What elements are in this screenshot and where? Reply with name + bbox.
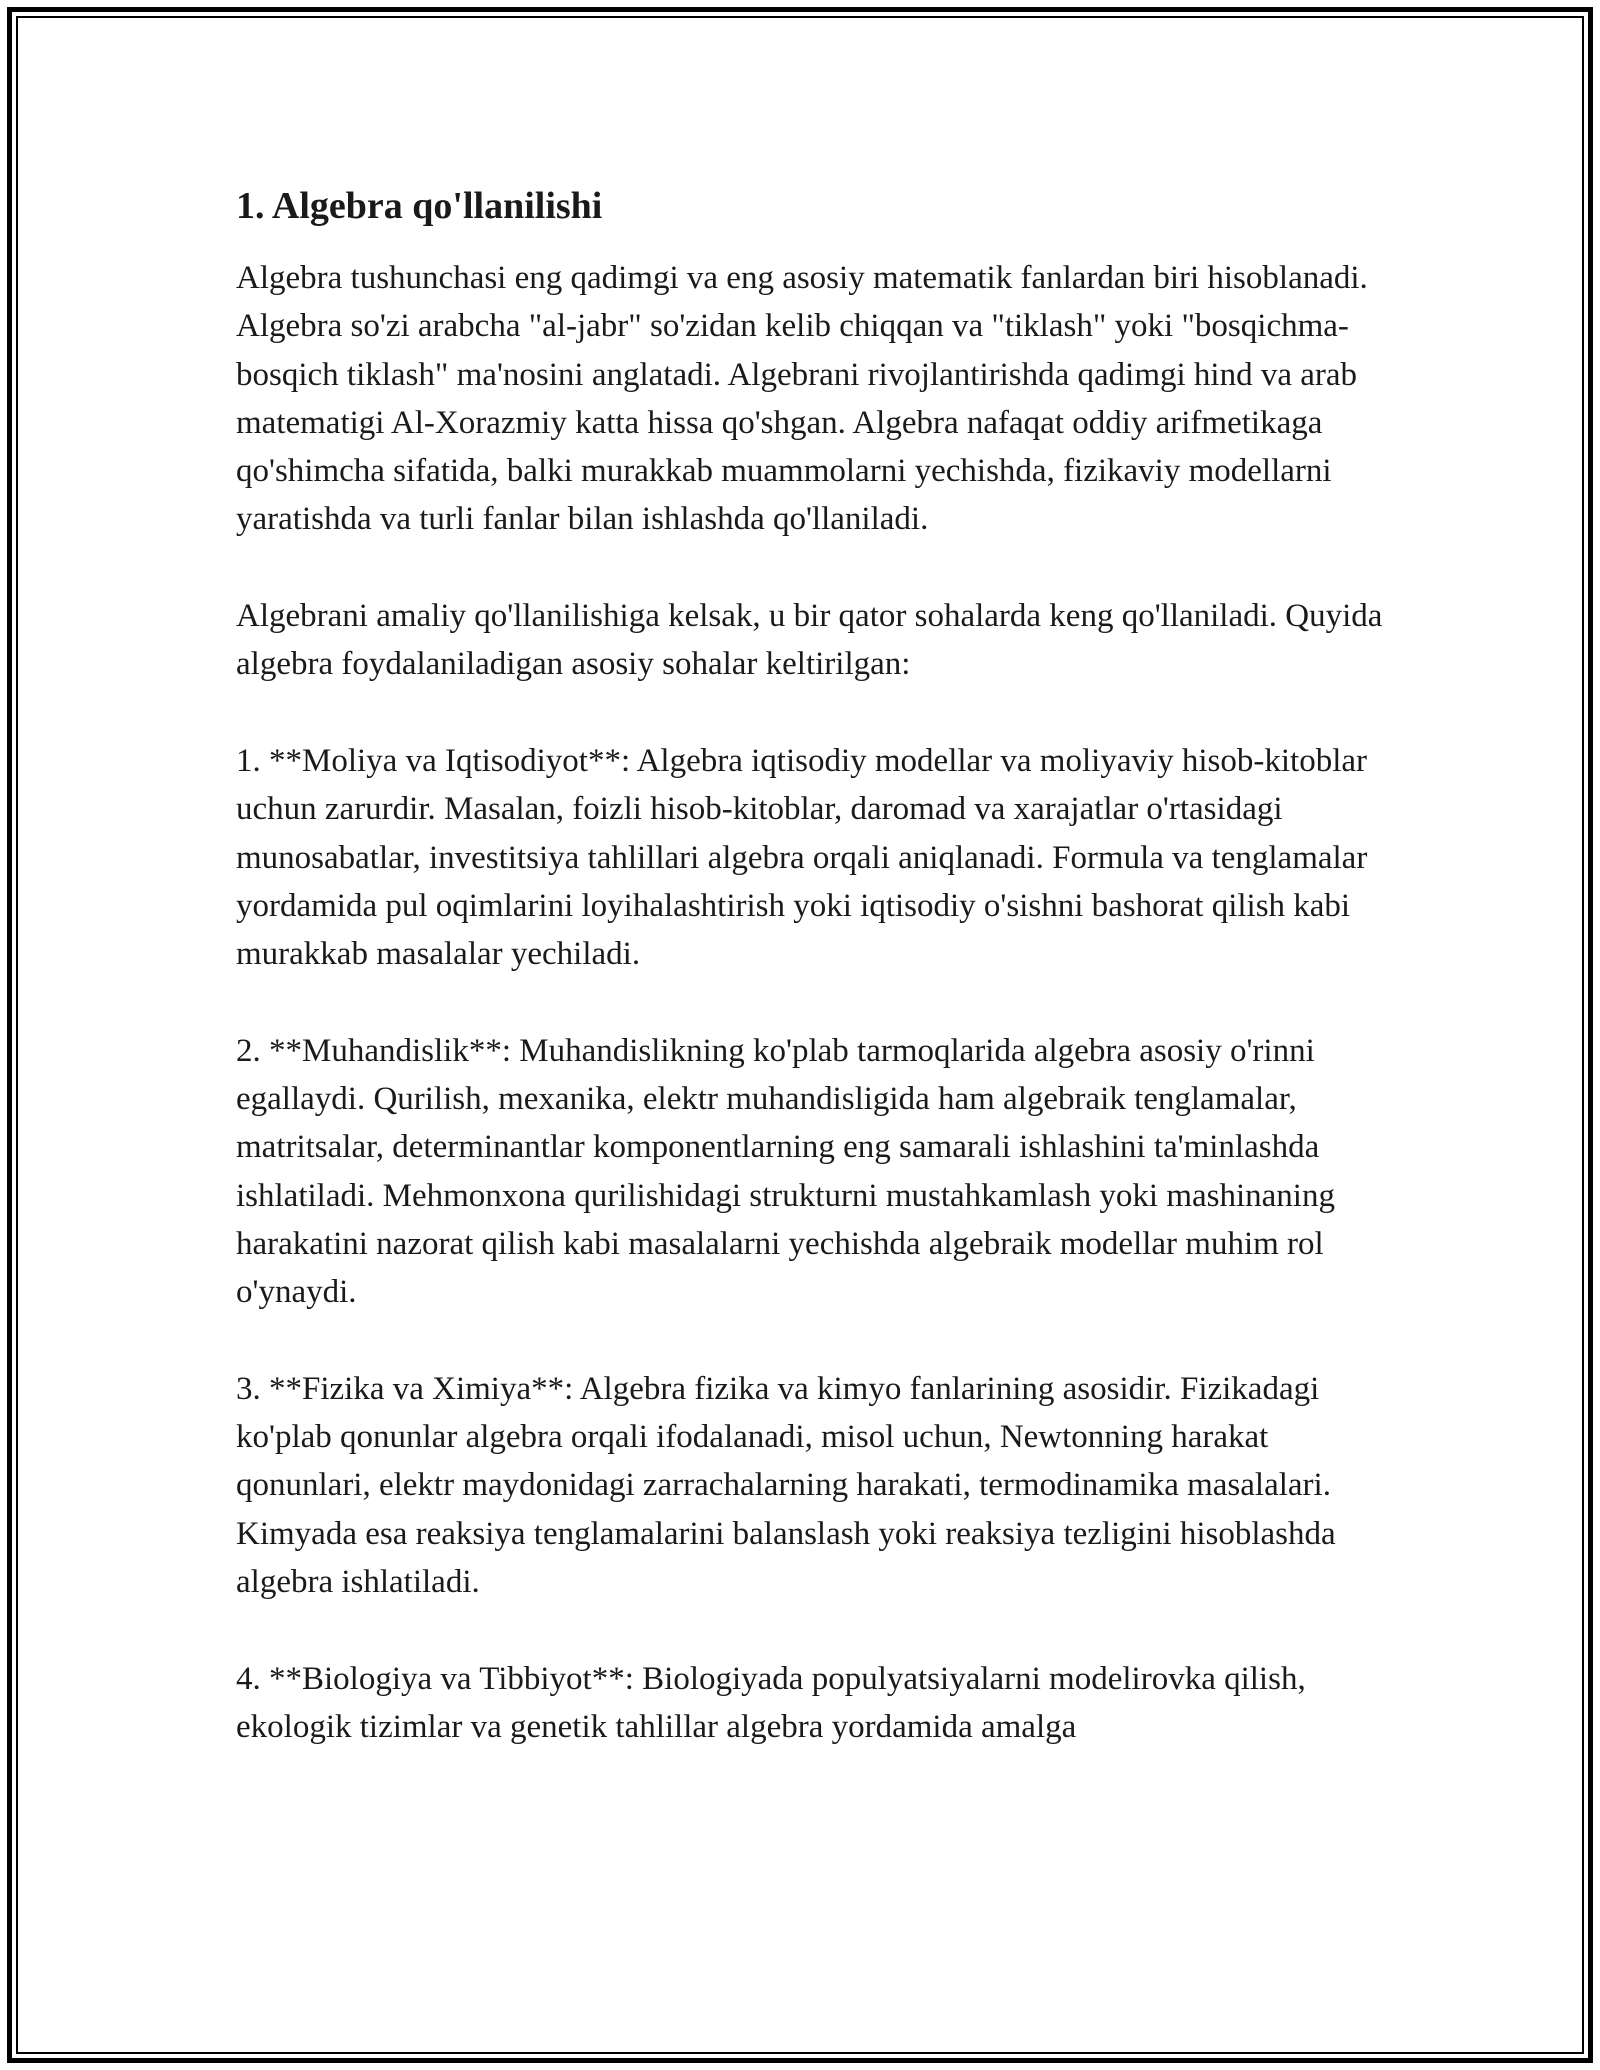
section-heading: 1. Algebra qo'llanilishi [236, 185, 603, 227]
document-body [236, 184, 1406, 1800]
paragraph-intro: Algebra tushunchasi eng qadimgi va eng asosiy matematik fanlardan biri hisoblanadi. Algebra so'zi arabcha "al-jabr" so'zidan kelib chiqqan va "tiklash" yoki "bosqichma-bosqich tiklash" ma'nosini anglatadi. Algebrani rivojlantirishda qadimgi hind va arab matematigi Al-Xorazmiy katta hissa qo'shgan. Algebra nafaqat oddiy arifmetikaga qo'shimcha sifatida, balki murakkab muammolarni yechishda, fizikaviy modellarni yaratishda va turli fanlar bilan ishlashda qo'llaniladi. [236, 260, 1368, 538]
list-item-engineering: 2. **Muhandislik**: Muhandislikning ko'plab tarmoqlarida algebra asosiy o'rinni egallaydi. Qurilish, mexanika, elektr muhandisligida ham algebraik tenglamalar, matritsalar, determinantlar komponentlarning eng samarali ishlashini ta'minlashda ishlatiladi. Mehmonxona qurilishidagi strukturni mustahkamlash yoki mashinaning harakatini nazorat qilish kabi masalalarni yechishda algebraik modellar muhim rol o'ynaydi. [236, 1032, 1335, 1311]
paragraph-applications-intro: Algebrani amaliy qo'llanilishiga kelsak, u bir qator sohalarda keng qo'llaniladi. Quyida algebra foydalaniladigan asosiy sohalar keltirilgan: [236, 598, 1383, 683]
list-item-biology-medicine: 4. **Biologiya va Tibbiyot**: Biologiyada populyatsiyalarni modelirovka qilish, ekologik tizimlar va genetik tahlillar algebra yordamida amalga [236, 1660, 1306, 1745]
list-item-physics-chemistry: 3. **Fizika va Ximiya**: Algebra fizika va kimyo fanlarining asosidir. Fizikadagi ko'plab qonunlar algebra orqali ifodalanadi, misol uchun, Newtonning harakat qonunlari, elektr maydonidagi zarrachalarning harakati, termodinamika masalalari. Kimyada esa reaksiya tenglamalarini balanslash yoki reaksiya tezligini hisoblashda algebra ishlatiladi. [236, 1370, 1336, 1601]
list-item-finance: 1. **Moliya va Iqtisodiyot**: Algebra iqtisodiy modellar va moliyaviy hisob-kitoblar uchun zarurdir. Masalan, foizli hisob-kitoblar, daromad va xarajatlar o'rtasidagi munosabatlar, investitsiya tahlillari algebra orqali aniqlanadi. Formula va tenglamalar yordamida pul oqimlarini loyihalashtirish yoki iqtisodiy o'sishni bashorat qilish kabi murakkab masalalar yechiladi. [236, 742, 1368, 973]
